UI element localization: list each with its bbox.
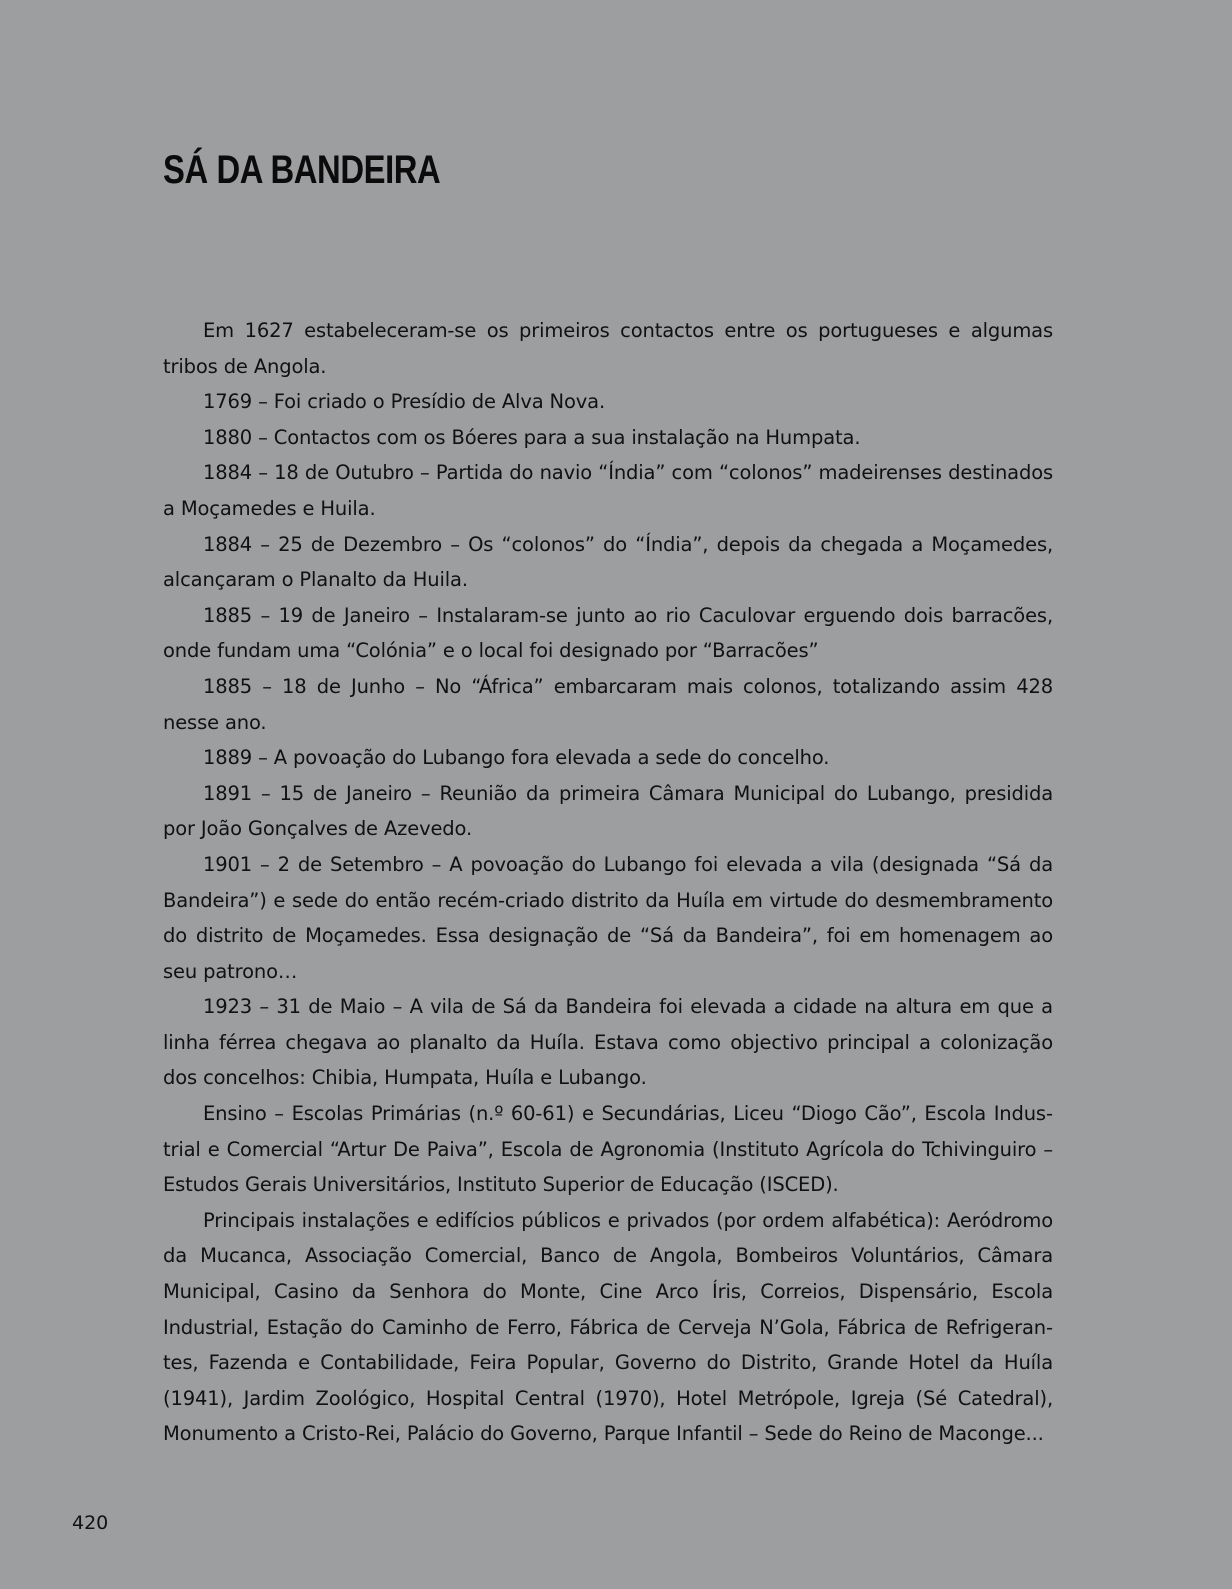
paragraph-1884-outubro: 1884 – 18 de Outubro – Partida do navio “Índia” com “colonos” madeirenses destinados a Moçamedes e Huila. (163, 461, 1053, 520)
paragraph-instalacoes: Principais instalações e edifícios públicos e privados (por ordem alfabética): Aeródromo da Mucanca, Associação Comercial, Banco de Angola, Bombeiros Voluntários, Câmara Municipal, Casino da Senhora do Monte, Cine Arco Íris, Correios, Dispensário, Escola Industrial, Estação do Caminho de Ferro, Fábrica de Cerveja N’Gola, Fábrica de Refrigerantes, Fazenda e Contabilidade, Feira Popular, Governo do Distrito, Grande Hotel da Huíla (1941), Jardim Zoológico, Hospital Central (1970), Hotel Metrópole, Igreja (Sé Catedral), Monumento a Cristo-Rei, Palácio do Governo, Parque Infantil – Sede do Reino de Maconge... (163, 1208, 1053, 1446)
paragraph-1901: 1901 – 2 de Setembro – A povoação do Lubango foi elevada a vila (designada “Sá da Bandeira”) e sede do então recém-criado distrito da Huíla em virtude do desmembramento do distrito de Moçamedes. Essa designação de “Sá da Bandeira”, foi em homenagem ao seu patrono… (163, 852, 1053, 983)
paragraph-1885-janeiro: 1885 – 19 de Janeiro – Instalaram-se junto ao rio Caculovar erguendo dois barracões, onde fundam uma “Colónia” e o local foi designado por “Barracões” (163, 603, 1053, 663)
paragraph-1884-dezembro: 1884 – 25 de Dezembro – Os “colonos” do “Índia”, depois da chegada a Moçamedes, alcançaram o Planalto da Huila. (163, 532, 1053, 592)
paragraph-1769: 1769 – Foi criado o Presídio de Alva Nova. (203, 390, 606, 414)
paragraph-1885-junho: 1885 – 18 de Junho – No “África” embarcaram mais colonos, totalizando assim 428 nesse ano. (163, 674, 1053, 734)
paragraph-1891: 1891 – 15 de Janeiro – Reunião da primeira Câmara Municipal do Lubango, presidida por João Gonçalves de Azevedo. (163, 781, 1053, 841)
paragraph-1889: 1889 – A povoação do Lubango fora elevada a sede do concelho. (203, 746, 830, 770)
page-number: 420 (72, 1512, 109, 1534)
paragraph-1880: 1880 – Contactos com os Bóeres para a sua instalação na Humpata. (203, 425, 861, 449)
paragraph-1923: 1923 – 31 de Maio – A vila de Sá da Bandeira foi elevada a cidade na altura em que a linha férrea chegava ao planalto da Huíla. Estava como objectivo principal a colonização dos concelhos: Chibia, Humpata, Huíla e Lubango. (163, 995, 1053, 1090)
page-title: SÁ DA BANDEIRA (163, 148, 441, 192)
article-body (163, 313, 1053, 1452)
paragraph-ensino: Ensino – Escolas Primárias (n.º 60-61) e Secundárias, Liceu “Diogo Cão”, Escola Industrial e Comercial “Artur De Paiva”, Escola de Agronomia (Instituto Agrícola do Tchivinguiro – Estudos Gerais Universitários, Instituto Superior de Educação (ISCED). (163, 1102, 1053, 1197)
paragraph-1627: Em 1627 estabeleceram-se os primeiros contactos entre os portugueses e algumas tribos de Angola. (163, 319, 1053, 378)
